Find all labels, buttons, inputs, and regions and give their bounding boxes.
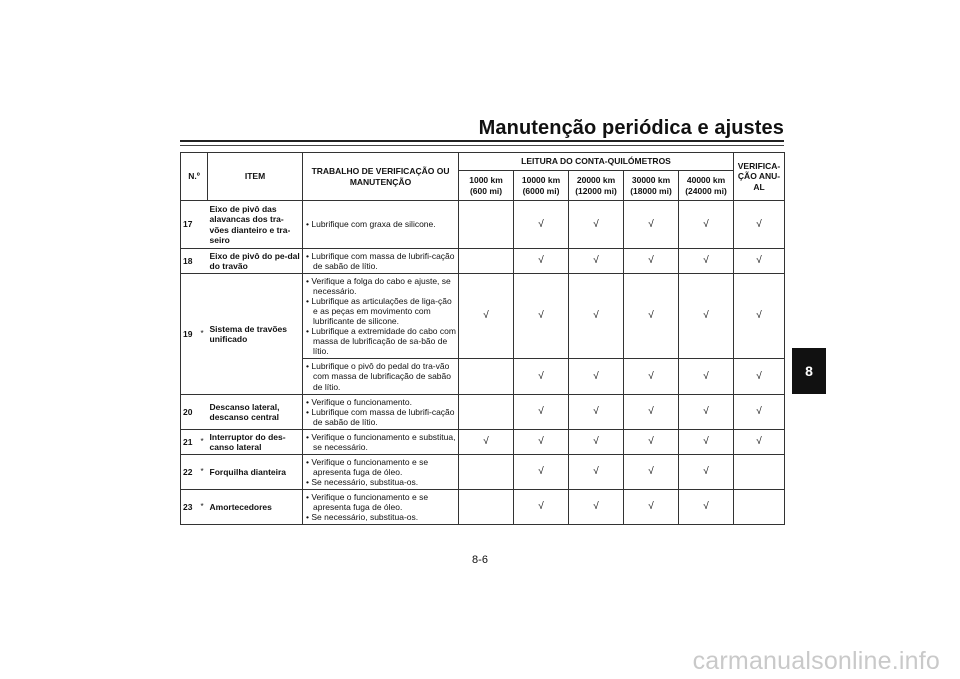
row-item: Eixo de pivô do pe-dal do travão	[208, 249, 303, 274]
header-odometer-40000: 40000 km (24000 mi)	[679, 171, 734, 201]
check-1000	[459, 359, 514, 395]
check-annual: √	[734, 395, 785, 430]
check-annual	[734, 455, 785, 490]
row-number: 18	[181, 249, 199, 274]
check-20000: √	[569, 249, 624, 274]
check-annual: √	[734, 274, 785, 359]
row-asterisk: *	[199, 455, 208, 490]
row-item: Amortecedores	[208, 490, 303, 525]
header-odometer-1000: 1000 km (600 mi)	[459, 171, 514, 201]
header-work: TRABALHO DE VERIFICAÇÃO OU MANUTENÇÃO	[303, 153, 459, 201]
row-number: 17	[181, 201, 199, 249]
check-20000: √	[569, 274, 624, 359]
table-row	[181, 201, 785, 249]
row-number: 19	[181, 274, 199, 395]
check-10000: √	[514, 249, 569, 274]
check-40000: √	[679, 201, 734, 249]
check-40000: √	[679, 490, 734, 525]
row-number: 20	[181, 395, 199, 430]
row-work: • Verifique o funcionamento e substitua, se necessário.	[303, 430, 459, 455]
check-1000	[459, 395, 514, 430]
chapter-tab: 8	[792, 348, 826, 394]
check-1000	[459, 201, 514, 249]
check-10000: √	[514, 430, 569, 455]
row-item: Forquilha dianteira	[208, 455, 303, 490]
header-odometer-20000: 20000 km (12000 mi)	[569, 171, 624, 201]
page-title: Manutenção periódica e ajustes	[478, 117, 784, 139]
check-20000: √	[569, 395, 624, 430]
row-asterisk	[199, 395, 208, 430]
header-rule-thick	[180, 140, 784, 142]
header-item: ITEM	[208, 153, 303, 201]
row-asterisk: *	[199, 490, 208, 525]
check-20000: √	[569, 490, 624, 525]
check-20000: √	[569, 201, 624, 249]
check-30000: √	[624, 455, 679, 490]
header-no: N.º	[181, 153, 208, 201]
check-20000: √	[569, 430, 624, 455]
header-odometer-30000: 30000 km (18000 mi)	[624, 171, 679, 201]
check-20000: √	[569, 359, 624, 395]
table-row	[181, 274, 785, 359]
check-1000: √	[459, 430, 514, 455]
check-annual: √	[734, 201, 785, 249]
check-30000: √	[624, 274, 679, 359]
row-item: Interruptor do des-canso lateral	[208, 430, 303, 455]
check-30000: √	[624, 359, 679, 395]
row-asterisk	[199, 249, 208, 274]
check-40000: √	[679, 395, 734, 430]
row-item: Sistema de travões unificado	[208, 274, 303, 395]
table-row	[181, 249, 785, 274]
check-annual	[734, 490, 785, 525]
check-40000: √	[679, 455, 734, 490]
row-asterisk: *	[199, 430, 208, 455]
header-annual: VERIFICA-ÇÃO ANU-AL	[734, 153, 785, 201]
header-odometer-10000: 10000 km (6000 mi)	[514, 171, 569, 201]
row-work: • Verifique o funcionamento e se apresenta fuga de óleo. • Se necessário, substitua-os.	[303, 490, 459, 525]
check-30000: √	[624, 249, 679, 274]
check-10000: √	[514, 274, 569, 359]
check-1000: √	[459, 274, 514, 359]
check-40000: √	[679, 274, 734, 359]
row-number: 23	[181, 490, 199, 525]
row-item: Descanso lateral, descanso central	[208, 395, 303, 430]
check-30000: √	[624, 201, 679, 249]
check-10000: √	[514, 455, 569, 490]
check-20000: √	[569, 455, 624, 490]
maintenance-table	[180, 152, 785, 525]
table-row	[181, 430, 785, 455]
check-annual: √	[734, 430, 785, 455]
table-row	[181, 455, 785, 490]
row-work: • Lubrifique com graxa de silicone.	[303, 201, 459, 249]
check-40000: √	[679, 430, 734, 455]
check-30000: √	[624, 490, 679, 525]
row-work: • Lubrifique o pivô do pedal do tra-vão com massa de lubrificação de sabão de lítio.	[303, 359, 459, 395]
table-row	[181, 395, 785, 430]
check-30000: √	[624, 395, 679, 430]
check-10000: √	[514, 490, 569, 525]
row-work: • Verifique a folga do cabo e ajuste, se necessário. • Lubrifique as articulações de liga-ção e as peças em movimento com lubrificante de silicone. • Lubrifique a extremidade do cabo com massa de lubrificação de sa-bão de lítio.	[303, 274, 459, 359]
check-annual: √	[734, 249, 785, 274]
check-1000	[459, 490, 514, 525]
row-asterisk: *	[199, 274, 208, 395]
row-work: • Verifique o funcionamento. • Lubrifique com massa de lubrifi-cação de sabão de lítio.	[303, 395, 459, 430]
header-odometer-group: LEITURA DO CONTA-QUILÓMETROS	[459, 153, 734, 171]
check-1000	[459, 249, 514, 274]
table-row	[181, 490, 785, 525]
row-asterisk	[199, 201, 208, 249]
check-annual: √	[734, 359, 785, 395]
check-10000: √	[514, 359, 569, 395]
row-number: 22	[181, 455, 199, 490]
check-1000	[459, 455, 514, 490]
check-30000: √	[624, 430, 679, 455]
check-40000: √	[679, 249, 734, 274]
check-10000: √	[514, 201, 569, 249]
page-number: 8-6	[472, 554, 488, 566]
header-rule-thin	[180, 145, 784, 146]
row-item: Eixo de pivô das alavancas dos tra-vões dianteiro e tra-seiro	[208, 201, 303, 249]
row-work: • Lubrifique com massa de lubrifi-cação de sabão de lítio.	[303, 249, 459, 274]
check-10000: √	[514, 395, 569, 430]
watermark: carmanualsonline.info	[692, 647, 940, 675]
row-number: 21	[181, 430, 199, 455]
check-40000: √	[679, 359, 734, 395]
table-header-row	[181, 153, 785, 171]
row-work: • Verifique o funcionamento e se apresenta fuga de óleo. • Se necessário, substitua-os.	[303, 455, 459, 490]
